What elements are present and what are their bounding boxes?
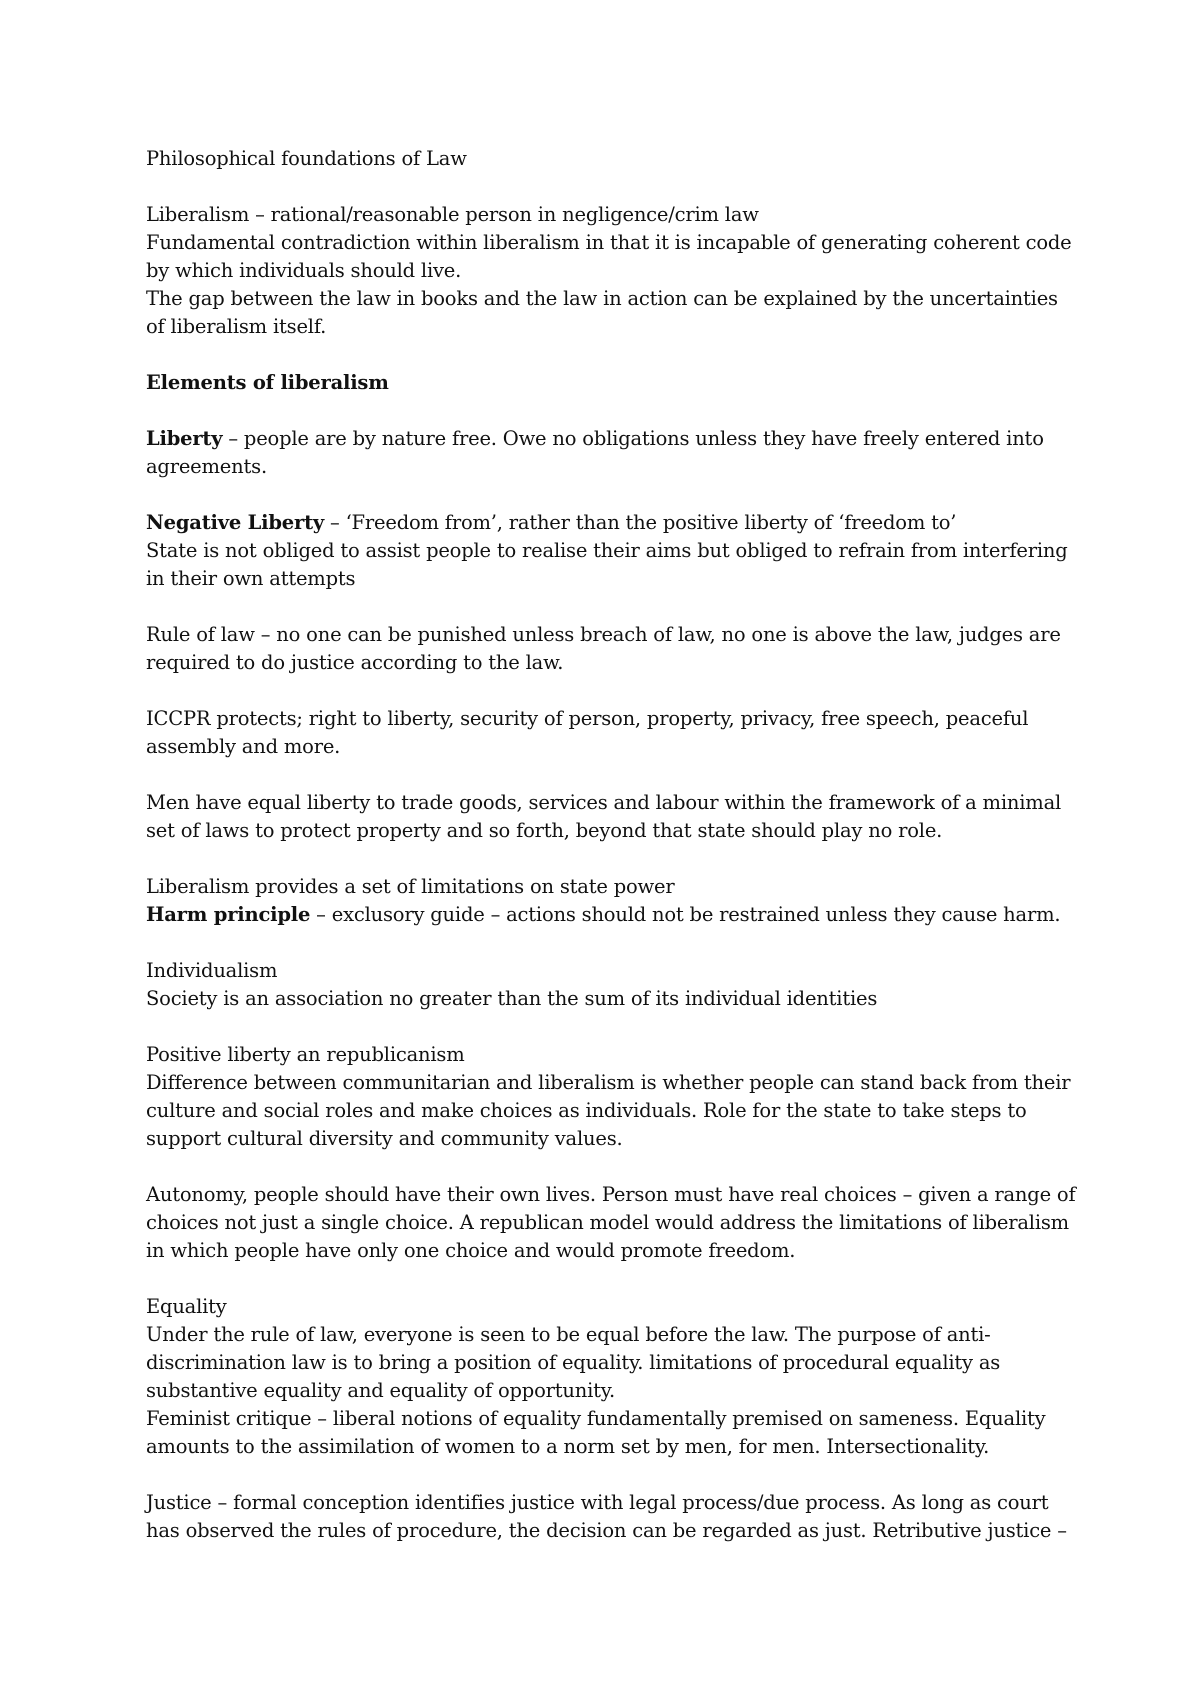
- intro-line-2: Fundamental contradiction within liberalism in that it is incapable of generating coherent code by which individuals should live.: [146, 231, 1072, 282]
- feminist-critique-text: Feminist critique – liberal notions of equality fundamentally premised on sameness. Equality amounts to the assimilation of women to a norm set by men, for men. Intersectionality.: [146, 1407, 1046, 1458]
- section-heading: [146, 369, 1076, 397]
- harm-principle-term: Harm principle: [146, 903, 311, 926]
- liberty-paragraph: [146, 425, 1076, 481]
- liberty-term: Liberty: [146, 427, 223, 450]
- limitations-line: Liberalism provides a set of limitations on state power: [146, 875, 675, 898]
- document-body: [146, 145, 1076, 1545]
- intro-line-3: The gap between the law in books and the law in action can be explained by the uncertainties of liberalism itself.: [146, 287, 1058, 338]
- intro-line-1: Liberalism – rational/reasonable person in negligence/crim law: [146, 203, 759, 226]
- autonomy-paragraph: Autonomy, people should have their own lives. Person must have real choices – given a range of choices not just a single choice. A republican model would address the limitations of liberalism in which people have only one choice and would promote freedom.: [146, 1183, 1076, 1262]
- individualism-heading: Individualism: [146, 959, 278, 982]
- equality-text: Under the rule of law, everyone is seen to be equal before the law. The purpose of anti-discrimination law is to bring a position of equality. limitations of procedural equality as substantive equality and equality of opportunity.: [146, 1323, 1001, 1402]
- equality-heading: Equality: [146, 1295, 227, 1318]
- iccpr-paragraph: ICCPR protects; right to liberty, security of person, property, privacy, free speech, peaceful assembly and more.: [146, 707, 1029, 758]
- positive-liberty-text: Difference between communitarian and liberalism is whether people can stand back from their culture and social roles and make choices as individuals. Role for the state to take steps to support cultural diversity and community values.: [146, 1071, 1071, 1150]
- harm-principle-text: – exclusory guide – actions should not be restrained unless they cause harm.: [310, 903, 1061, 926]
- document-title: Philosophical foundations of Law: [146, 147, 467, 170]
- harm-principle-paragraph: [146, 901, 1076, 929]
- individualism-text: Society is an association no greater than the sum of its individual identities: [146, 987, 878, 1010]
- positive-liberty-heading: Positive liberty an republicanism: [146, 1043, 465, 1066]
- negative-liberty-term: Negative Liberty: [146, 511, 325, 534]
- liberty-text: – people are by nature free. Owe no obligations unless they have freely entered into agreements.: [146, 427, 1044, 478]
- rule-of-law-paragraph: Rule of law – no one can be punished unless breach of law, no one is above the law, judges are required to do justice according to the law.: [146, 623, 1061, 674]
- negative-liberty-line-2: State is not obliged to assist people to realise their aims but obliged to refrain from interfering in their own attempts: [146, 539, 1068, 590]
- equal-liberty-paragraph: Men have equal liberty to trade goods, services and labour within the framework of a minimal set of laws to protect property and so forth, beyond that state should play no role.: [146, 791, 1062, 842]
- justice-paragraph: Justice – formal conception identifies justice with legal process/due process. As long as court has observed the rules of procedure, the decision can be regarded as just. Retributive justice –: [146, 1491, 1067, 1542]
- negative-liberty-text: – ‘Freedom from’, rather than the positive liberty of ‘freedom to’: [324, 511, 957, 534]
- negative-liberty-paragraph: [146, 509, 1076, 537]
- section-heading-text: Elements of liberalism: [146, 371, 389, 394]
